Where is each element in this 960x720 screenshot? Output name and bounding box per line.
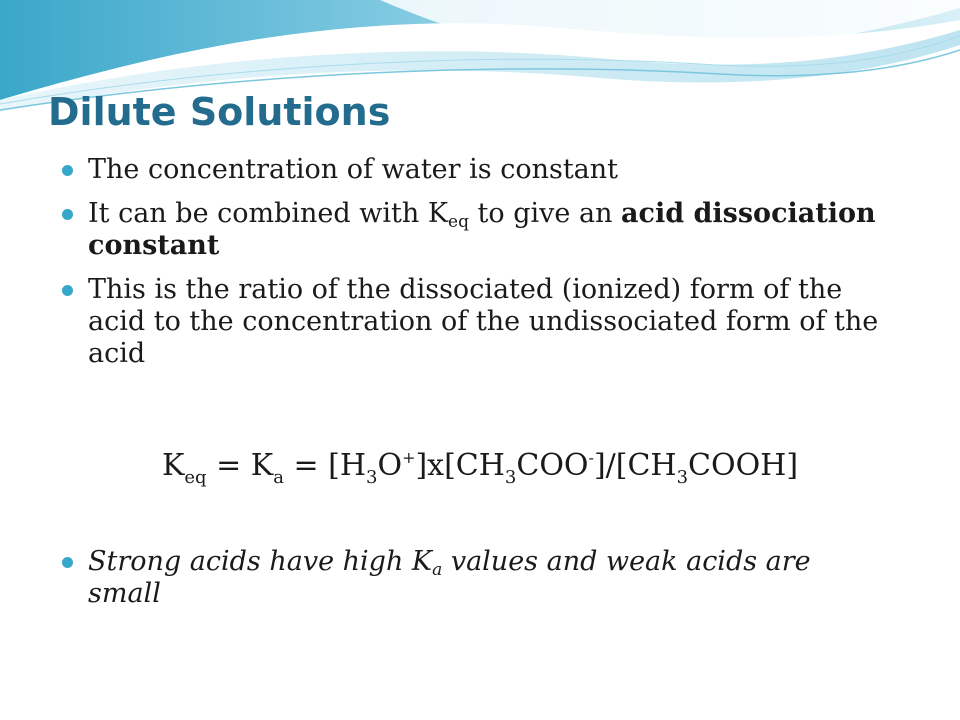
formula-o-sup: + (402, 448, 416, 467)
formula-eq2: = [H (283, 448, 366, 483)
formula-x: ]x[CH (415, 448, 505, 483)
bullet-list (60, 154, 880, 382)
equilibrium-formula (0, 448, 960, 488)
bullet-item (60, 546, 880, 610)
bullet-dot-icon (62, 557, 73, 568)
bullet-text-pre: It can be combined with K (88, 198, 449, 229)
formula-ch-sub2: 3 (676, 467, 689, 488)
formula-cooh: COOH] (688, 448, 799, 483)
formula-coo: COO (516, 448, 589, 483)
formula-k: K (161, 448, 185, 483)
formula-o: O (377, 448, 403, 483)
bullet-dot-icon (62, 209, 73, 220)
bullet-item (60, 274, 880, 370)
bullet-list-bottom (60, 546, 880, 622)
bullet-item (60, 198, 880, 262)
bullet-term-bold: acid dissociation constant (88, 198, 876, 261)
formula-ka-sub: a (273, 467, 284, 488)
keq-subscript: eq (448, 212, 469, 232)
formula-eq1: = K (206, 448, 274, 483)
bullet-text-mid: to give an (468, 198, 622, 229)
formula-coo-sup: - (588, 448, 594, 467)
bullet-item (60, 154, 880, 186)
bullet-text-post: values and weak acids are small (88, 546, 811, 609)
slide-title: Dilute Solutions (48, 90, 391, 134)
bullet-dot-icon (62, 165, 73, 176)
bullet-text-pre: Strong acids have high K (88, 546, 433, 577)
formula-h-sub: 3 (366, 467, 378, 488)
bullet-dot-icon (62, 285, 73, 296)
ka-subscript: a (432, 560, 443, 580)
bullet-text: This is the ratio of the dissociated (ionized) form of the acid to the concentration of the undissociated form of the acid (88, 274, 879, 369)
bullet-text: The concentration of water is constant (88, 154, 619, 185)
formula-div: ]/[CH (593, 448, 677, 483)
formula-keq-sub: eq (184, 467, 207, 488)
formula-ch-sub1: 3 (504, 467, 517, 488)
